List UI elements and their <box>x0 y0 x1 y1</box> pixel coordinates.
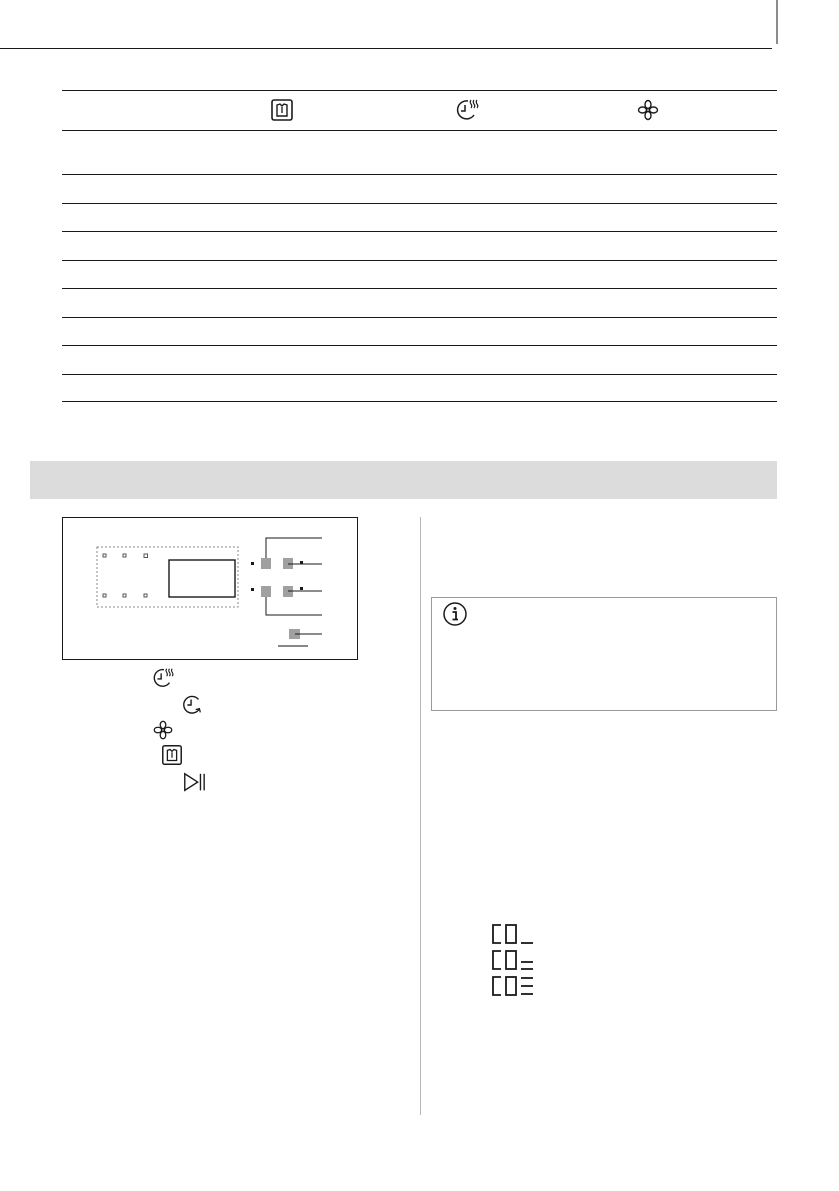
table-row <box>62 204 777 232</box>
table-row <box>62 318 777 346</box>
table-row <box>62 232 777 261</box>
display-co-3-icon <box>490 974 542 998</box>
section-heading-band <box>30 461 777 499</box>
start-pause-icon <box>182 771 206 795</box>
display-co-1-icon <box>490 922 542 946</box>
table-header-row <box>62 90 777 131</box>
timed-dry-icon <box>454 97 480 123</box>
anti-crease-icon <box>151 718 175 742</box>
page-cut-mark <box>0 0 839 60</box>
control-panel-drawing <box>63 518 359 661</box>
table-row <box>62 130 777 175</box>
table-row <box>62 375 777 402</box>
table-row <box>62 346 777 375</box>
delay-start-icon <box>180 693 204 717</box>
shirt-dry-level-icon <box>160 743 184 767</box>
table-row <box>62 289 777 318</box>
anti-crease-icon <box>635 97 661 123</box>
timed-dry-icon <box>151 666 175 690</box>
info-icon <box>442 601 468 627</box>
info-note-box <box>431 597 777 711</box>
table-row <box>62 261 777 289</box>
display-co-2-icon <box>490 948 542 972</box>
shirt-dry-level-icon <box>269 97 295 123</box>
control-panel-diagram <box>62 517 358 660</box>
table-row <box>62 175 777 204</box>
column-divider <box>420 517 421 1115</box>
